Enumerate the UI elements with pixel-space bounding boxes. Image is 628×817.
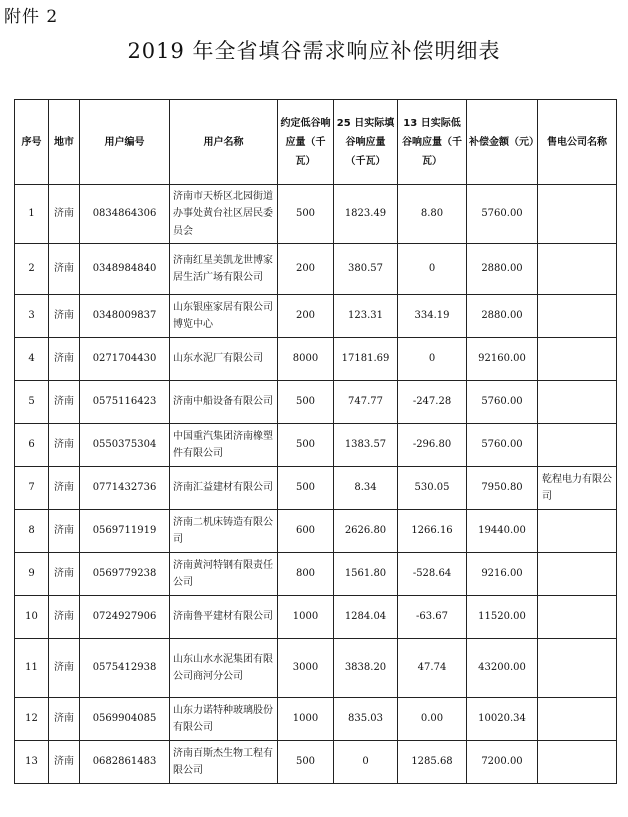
row-no: 2 [15, 244, 49, 295]
row-agreed: 500 [278, 381, 334, 424]
row-actual-25: 835.03 [334, 698, 398, 741]
row-amount: 92160.00 [467, 338, 538, 381]
row-agreed: 500 [278, 185, 334, 244]
row-city: 济南 [49, 639, 80, 698]
row-company: 乾程电力有限公司 [538, 467, 617, 510]
row-company [538, 185, 617, 244]
row-company [538, 510, 617, 553]
row-account: 0569779238 [80, 553, 170, 596]
row-city: 济南 [49, 381, 80, 424]
row-actual-25: 747.77 [334, 381, 398, 424]
row-amount: 11520.00 [467, 596, 538, 639]
row-account: 0771432736 [80, 467, 170, 510]
row-agreed: 200 [278, 244, 334, 295]
header-account: 用户编号 [80, 100, 170, 185]
page-title: 2019 年全省填谷需求响应补偿明细表 [127, 39, 501, 63]
row-no: 4 [15, 338, 49, 381]
row-actual-25: 1823.49 [334, 185, 398, 244]
table-row [15, 338, 617, 381]
row-user-name: 山东银座家居有限公司博览中心 [170, 295, 278, 338]
row-no: 10 [15, 596, 49, 639]
row-amount: 19440.00 [467, 510, 538, 553]
row-actual-13: -296.80 [398, 424, 467, 467]
row-account: 0575412938 [80, 639, 170, 698]
row-user-name: 济南二机床铸造有限公司 [170, 510, 278, 553]
header-user-name: 用户名称 [170, 100, 278, 185]
row-user-name: 山东山水水泥集团有限公司商河分公司 [170, 639, 278, 698]
row-account: 0271704430 [80, 338, 170, 381]
table-row [15, 596, 617, 639]
row-user-name: 济南汇益建材有限公司 [170, 467, 278, 510]
row-user-name: 济南市天桥区北园街道办事处黄台社区居民委员会 [170, 185, 278, 244]
header-agreed: 约定低谷响应量（千瓦） [278, 100, 334, 185]
table-row [15, 381, 617, 424]
row-city: 济南 [49, 510, 80, 553]
row-company [538, 698, 617, 741]
row-agreed: 500 [278, 467, 334, 510]
row-actual-13: -528.64 [398, 553, 467, 596]
row-company [538, 295, 617, 338]
header-city: 地市 [49, 100, 80, 185]
row-amount: 2880.00 [467, 244, 538, 295]
row-actual-13: -247.28 [398, 381, 467, 424]
row-city: 济南 [49, 185, 80, 244]
row-user-name: 济南鲁平建材有限公司 [170, 596, 278, 639]
table-row [15, 553, 617, 596]
row-actual-25: 123.31 [334, 295, 398, 338]
row-company [538, 596, 617, 639]
row-user-name: 济南百斯杰生物工程有限公司 [170, 741, 278, 784]
row-agreed: 800 [278, 553, 334, 596]
row-city: 济南 [49, 467, 80, 510]
row-no: 3 [15, 295, 49, 338]
row-account: 0348009837 [80, 295, 170, 338]
row-actual-25: 17181.69 [334, 338, 398, 381]
row-account: 0834864306 [80, 185, 170, 244]
row-actual-25: 1561.80 [334, 553, 398, 596]
row-account: 0724927906 [80, 596, 170, 639]
attachment-label: 附件 2 [4, 7, 59, 27]
row-actual-25: 8.34 [334, 467, 398, 510]
row-amount: 10020.34 [467, 698, 538, 741]
row-actual-25: 2626.80 [334, 510, 398, 553]
row-city: 济南 [49, 698, 80, 741]
row-actual-13: 0 [398, 244, 467, 295]
row-user-name: 济南红星美凯龙世博家居生活广场有限公司 [170, 244, 278, 295]
row-city: 济南 [49, 338, 80, 381]
row-agreed: 1000 [278, 596, 334, 639]
row-actual-25: 1383.57 [334, 424, 398, 467]
table-row [15, 639, 617, 698]
row-user-name: 山东水泥厂有限公司 [170, 338, 278, 381]
row-user-name: 山东力诺特种玻璃股份有限公司 [170, 698, 278, 741]
row-city: 济南 [49, 553, 80, 596]
header-amount: 补偿金额（元） [467, 100, 538, 185]
compensation-table [14, 99, 617, 784]
row-city: 济南 [49, 424, 80, 467]
table-row [15, 467, 617, 510]
row-actual-25: 3838.20 [334, 639, 398, 698]
row-user-name: 中国重汽集团济南橡塑件有限公司 [170, 424, 278, 467]
row-no: 12 [15, 698, 49, 741]
row-no: 7 [15, 467, 49, 510]
row-account: 0569711919 [80, 510, 170, 553]
row-amount: 7950.80 [467, 467, 538, 510]
row-company [538, 424, 617, 467]
row-no: 8 [15, 510, 49, 553]
row-actual-13: 530.05 [398, 467, 467, 510]
row-no: 11 [15, 639, 49, 698]
row-actual-13: 8.80 [398, 185, 467, 244]
row-agreed: 8000 [278, 338, 334, 381]
row-amount: 5760.00 [467, 424, 538, 467]
row-agreed: 500 [278, 741, 334, 784]
row-actual-25: 0 [334, 741, 398, 784]
row-company [538, 381, 617, 424]
row-company [538, 553, 617, 596]
table-row [15, 185, 617, 244]
row-company [538, 639, 617, 698]
row-company [538, 741, 617, 784]
row-agreed: 3000 [278, 639, 334, 698]
row-company [538, 244, 617, 295]
table-row [15, 295, 617, 338]
row-account: 0348984840 [80, 244, 170, 295]
row-agreed: 500 [278, 424, 334, 467]
table-row [15, 741, 617, 784]
row-user-name: 济南中船设备有限公司 [170, 381, 278, 424]
row-no: 6 [15, 424, 49, 467]
row-actual-25: 1284.04 [334, 596, 398, 639]
row-actual-13: 1266.16 [398, 510, 467, 553]
row-actual-25: 380.57 [334, 244, 398, 295]
header-no: 序号 [15, 100, 49, 185]
row-no: 1 [15, 185, 49, 244]
row-amount: 9216.00 [467, 553, 538, 596]
row-no: 13 [15, 741, 49, 784]
row-city: 济南 [49, 741, 80, 784]
row-actual-13: 47.74 [398, 639, 467, 698]
table-row [15, 424, 617, 467]
row-agreed: 600 [278, 510, 334, 553]
row-amount: 2880.00 [467, 295, 538, 338]
row-no: 5 [15, 381, 49, 424]
row-actual-13: 0 [398, 338, 467, 381]
row-actual-13: 1285.68 [398, 741, 467, 784]
row-agreed: 1000 [278, 698, 334, 741]
table-row [15, 510, 617, 553]
row-account: 0575116423 [80, 381, 170, 424]
row-user-name: 济南黄河特钢有限责任公司 [170, 553, 278, 596]
row-no: 9 [15, 553, 49, 596]
row-account: 0682861483 [80, 741, 170, 784]
header-actual-25: 25 日实际填谷响应量（千瓦） [334, 100, 398, 185]
table-row [15, 698, 617, 741]
row-agreed: 200 [278, 295, 334, 338]
row-amount: 43200.00 [467, 639, 538, 698]
row-company [538, 338, 617, 381]
row-amount: 5760.00 [467, 381, 538, 424]
row-account: 0550375304 [80, 424, 170, 467]
header-actual-13: 13 日实际低谷响应量（千瓦） [398, 100, 467, 185]
row-actual-13: -63.67 [398, 596, 467, 639]
row-amount: 5760.00 [467, 185, 538, 244]
row-actual-13: 0.00 [398, 698, 467, 741]
row-city: 济南 [49, 295, 80, 338]
header-company: 售电公司名称 [538, 100, 617, 185]
row-city: 济南 [49, 244, 80, 295]
row-account: 0569904085 [80, 698, 170, 741]
table-row [15, 244, 617, 295]
table-header-row [15, 100, 617, 185]
row-city: 济南 [49, 596, 80, 639]
row-actual-13: 334.19 [398, 295, 467, 338]
row-amount: 7200.00 [467, 741, 538, 784]
